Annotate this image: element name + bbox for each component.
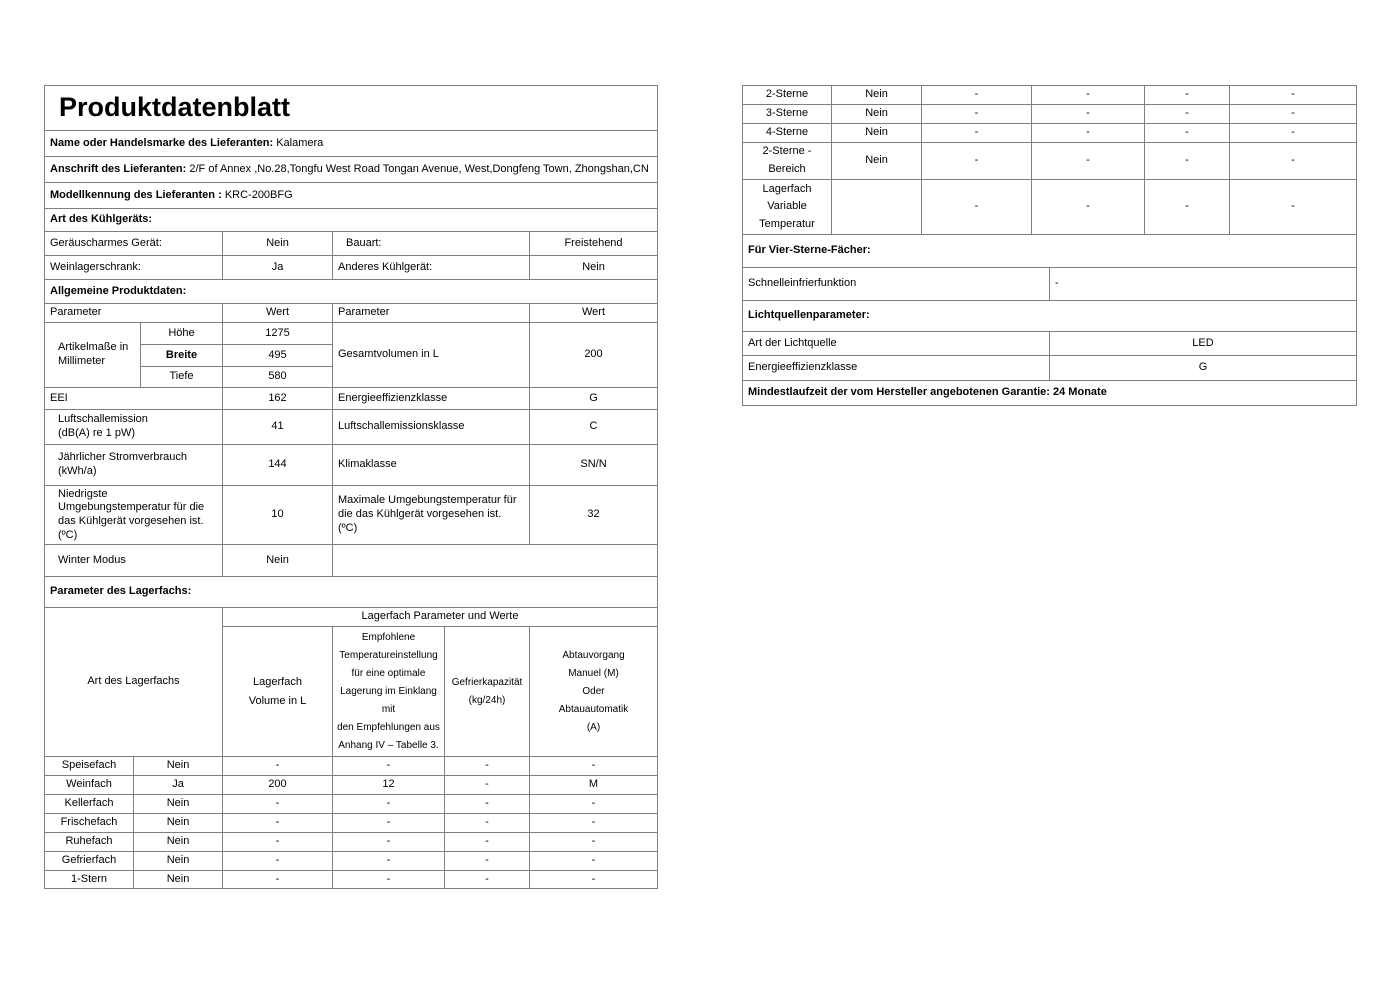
row-defrost: - bbox=[529, 794, 658, 814]
row-volume: - bbox=[921, 123, 1032, 143]
col-temp-line4: Lagerung im Einklang bbox=[340, 685, 437, 697]
row-temp: - bbox=[332, 832, 445, 852]
row-temp: - bbox=[332, 870, 445, 889]
row-freeze: - bbox=[444, 775, 530, 795]
row-volume: - bbox=[222, 851, 333, 871]
row-name: 1-Stern bbox=[44, 870, 134, 889]
noise-class-value: C bbox=[529, 409, 658, 445]
row-name: Speisefach bbox=[44, 756, 134, 776]
row-name: 3-Sterne bbox=[742, 104, 832, 124]
col-volume-header bbox=[222, 626, 333, 757]
row-temp: - bbox=[1031, 123, 1145, 143]
row-freeze: - bbox=[444, 870, 530, 889]
row-name bbox=[742, 142, 832, 180]
value-header-1: Wert bbox=[222, 303, 333, 323]
value-header-2: Wert bbox=[529, 303, 658, 323]
row-temp: - bbox=[332, 794, 445, 814]
param-header-2: Parameter bbox=[332, 303, 530, 323]
row-volume: - bbox=[222, 794, 333, 814]
climate-class-value: SN/N bbox=[529, 444, 658, 486]
supplier-name-label: Name oder Handelsmarke des Lieferanten: bbox=[50, 136, 274, 149]
page-title-text: Produktdatenblatt bbox=[59, 92, 291, 123]
wine-cabinet-label: Weinlagerschrank: bbox=[44, 255, 223, 280]
supplier-address-row bbox=[44, 156, 658, 183]
consumption-value: 144 bbox=[222, 444, 333, 486]
empty-cell bbox=[332, 544, 658, 577]
supplier-address-value: 2/F of Annex ,No.28,Tongfu West Road Tongan Avenue, West,Dongfeng Town, Zhongshan,CN bbox=[189, 162, 649, 175]
col-defrost-line1: Abtauvorgang bbox=[562, 649, 625, 661]
compartment-params-label: Lagerfach Parameter und Werte bbox=[222, 607, 658, 627]
row-volume: - bbox=[921, 179, 1032, 235]
row-freeze: - bbox=[1144, 85, 1230, 105]
consumption-label: Jährlicher Stromverbrauch (kWh/a) bbox=[44, 444, 223, 486]
row-temp: - bbox=[1031, 104, 1145, 124]
row-defrost: - bbox=[529, 870, 658, 889]
col-temp-line2: Temperatureinstellung bbox=[339, 649, 438, 661]
col-defrost-header bbox=[529, 626, 658, 757]
row-defrost: - bbox=[529, 832, 658, 852]
other-appliance-value: Nein bbox=[529, 255, 658, 280]
row-name: Frischefach bbox=[44, 813, 134, 833]
energy-class-value: G bbox=[529, 387, 658, 410]
dimensions-label: Artikelmaße in Millimeter bbox=[44, 322, 141, 388]
total-volume-label: Gesamtvolumen in L bbox=[332, 322, 530, 388]
row-name: Kellerfach bbox=[44, 794, 134, 814]
row-defrost: - bbox=[1229, 123, 1357, 143]
row-name: Weinfach bbox=[44, 775, 134, 795]
row-freeze: - bbox=[444, 813, 530, 833]
four-star-header: Für Vier-Sterne-Fächer: bbox=[742, 234, 1357, 268]
row-freeze: - bbox=[1144, 179, 1230, 235]
row-volume: - bbox=[921, 104, 1032, 124]
low-noise-value: Nein bbox=[222, 231, 333, 256]
col-temp-line3: für eine optimale bbox=[351, 667, 426, 679]
page-title bbox=[44, 85, 658, 131]
row-present: Nein bbox=[133, 870, 223, 889]
col-defrost-line2: Manuel (M) bbox=[568, 667, 619, 679]
general-header: Allgemeine Produktdaten: bbox=[44, 279, 658, 304]
other-appliance-label: Anderes Kühlgerät: bbox=[332, 255, 530, 280]
row-volume: 200 bbox=[222, 775, 333, 795]
low-noise-label: Geräuscharmes Gerät: bbox=[44, 231, 223, 256]
col-defrost-line5: (A) bbox=[586, 721, 601, 733]
row-present: Nein bbox=[831, 104, 922, 124]
row-present: Ja bbox=[133, 775, 223, 795]
supplier-name-row bbox=[44, 130, 658, 157]
col-temp-line6: den Empfehlungen aus bbox=[337, 721, 440, 733]
row-freeze: - bbox=[444, 851, 530, 871]
row-volume: - bbox=[921, 142, 1032, 180]
col-volume-text: Lagerfach Volume in L bbox=[248, 675, 307, 707]
model-id-value: KRC-200BFG bbox=[224, 188, 293, 201]
row-present: Nein bbox=[831, 85, 922, 105]
row-name bbox=[742, 179, 832, 235]
design-value: Freistehend bbox=[529, 231, 658, 256]
row-temp: - bbox=[332, 851, 445, 871]
width-label: Breite bbox=[140, 344, 223, 367]
total-volume-value: 200 bbox=[529, 322, 658, 388]
row-volume: - bbox=[222, 813, 333, 833]
row-name-line1: 2-Sterne - bbox=[762, 145, 812, 158]
supplier-name-value: Kalamera bbox=[276, 136, 324, 149]
max-temp-label: Maximale Umgebungstemperatur für die das Kühlgerät vorgesehen ist. (ºC) bbox=[332, 485, 530, 545]
row-volume: - bbox=[222, 832, 333, 852]
col-defrost-line3: Oder bbox=[582, 685, 605, 697]
height-label: Höhe bbox=[140, 322, 223, 345]
row-temp: 12 bbox=[332, 775, 445, 795]
eei-label: EEI bbox=[44, 387, 223, 410]
col-freeze-text: Gefrierkapazität (kg/24h) bbox=[451, 676, 523, 706]
row-defrost: - bbox=[529, 756, 658, 776]
row-name-line3: Temperatur bbox=[759, 217, 815, 230]
row-freeze: - bbox=[444, 794, 530, 814]
fast-freeze-value: - bbox=[1049, 267, 1357, 301]
design-label: Bauart: bbox=[332, 231, 530, 256]
min-temp-value: 10 bbox=[222, 485, 333, 545]
row-present: Nein bbox=[133, 832, 223, 852]
height-value: 1275 bbox=[222, 322, 333, 345]
light-class-label: Energieeffizienzklasse bbox=[742, 355, 1050, 381]
row-name-line2: Variable bbox=[767, 200, 807, 213]
eei-value: 162 bbox=[222, 387, 333, 410]
fast-freeze-label: Schnelleinfrierfunktion bbox=[742, 267, 1050, 301]
row-present: Nein bbox=[133, 813, 223, 833]
warranty-row: Mindestlaufzeit der vom Hersteller angebotenen Garantie: 24 Monate bbox=[742, 380, 1357, 406]
winter-label: Winter Modus bbox=[44, 544, 223, 577]
light-type-value: LED bbox=[1049, 331, 1357, 356]
row-freeze: - bbox=[444, 832, 530, 852]
min-temp-label: Niedrigste Umgebungstemperatur für die das Kühlgerät vorgesehen ist. (ºC) bbox=[44, 485, 223, 545]
max-temp-value: 32 bbox=[529, 485, 658, 545]
row-temp: - bbox=[1031, 179, 1145, 235]
row-freeze: - bbox=[1144, 104, 1230, 124]
row-defrost: - bbox=[1229, 85, 1357, 105]
col-freeze-header bbox=[444, 626, 530, 757]
wine-cabinet-value: Ja bbox=[222, 255, 333, 280]
col-defrost-line4: Abtauautomatik bbox=[558, 703, 629, 715]
supplier-address-label: Anschrift des Lieferanten: bbox=[50, 162, 187, 175]
row-present: Nein bbox=[831, 142, 922, 180]
row-name-line2: Bereich bbox=[768, 163, 806, 175]
row-volume: - bbox=[222, 756, 333, 776]
row-present: Nein bbox=[133, 851, 223, 871]
compartment-header: Parameter des Lagerfachs: bbox=[44, 576, 658, 608]
row-present bbox=[831, 179, 922, 235]
energy-class-label: Energieeffizienzklasse bbox=[332, 387, 530, 410]
winter-value: Nein bbox=[222, 544, 333, 577]
row-present: Nein bbox=[831, 123, 922, 143]
model-id-label: Modellkennung des Lieferanten : bbox=[50, 188, 222, 201]
param-header-1: Parameter bbox=[44, 303, 223, 323]
depth-label: Tiefe bbox=[140, 366, 223, 388]
row-defrost: - bbox=[1229, 104, 1357, 124]
device-type-header: Art des Kühlgeräts: bbox=[44, 208, 658, 232]
row-defrost: - bbox=[529, 851, 658, 871]
row-name: Gefrierfach bbox=[44, 851, 134, 871]
light-header: Lichtquellenparameter: bbox=[742, 300, 1357, 332]
row-temp: - bbox=[1031, 85, 1145, 105]
row-defrost: M bbox=[529, 775, 658, 795]
col-temp-header bbox=[332, 626, 445, 757]
width-value: 495 bbox=[222, 344, 333, 367]
row-name-line1: Lagerfach bbox=[762, 182, 812, 195]
row-volume: - bbox=[921, 85, 1032, 105]
row-temp: - bbox=[332, 813, 445, 833]
light-class-value: G bbox=[1049, 355, 1357, 381]
noise-class-label: Luftschallemissionsklasse bbox=[332, 409, 530, 445]
row-defrost: - bbox=[1229, 142, 1357, 180]
light-type-label: Art der Lichtquelle bbox=[742, 331, 1050, 356]
row-defrost: - bbox=[529, 813, 658, 833]
row-name: 2-Sterne bbox=[742, 85, 832, 105]
climate-class-label: Klimaklasse bbox=[332, 444, 530, 486]
row-name: Ruhefach bbox=[44, 832, 134, 852]
row-freeze: - bbox=[1144, 123, 1230, 143]
depth-value: 580 bbox=[222, 366, 333, 388]
row-present: Nein bbox=[133, 794, 223, 814]
noise-value: 41 bbox=[222, 409, 333, 445]
col-temp-line1: Empfohlene bbox=[361, 631, 416, 643]
row-name: 4-Sterne bbox=[742, 123, 832, 143]
row-freeze: - bbox=[444, 756, 530, 776]
row-temp: - bbox=[332, 756, 445, 776]
noise-label: Luftschallemission (dB(A) re 1 pW) bbox=[44, 409, 223, 445]
row-volume: - bbox=[222, 870, 333, 889]
col-temp-line7: Anhang IV – Tabelle 3. bbox=[338, 739, 439, 751]
compartment-type-label: Art des Lagerfachs bbox=[44, 607, 223, 757]
model-id-row bbox=[44, 182, 658, 209]
row-present: Nein bbox=[133, 756, 223, 776]
row-temp: - bbox=[1031, 142, 1145, 180]
col-temp-line5: mit bbox=[381, 703, 396, 715]
row-defrost: - bbox=[1229, 179, 1357, 235]
row-freeze: - bbox=[1144, 142, 1230, 180]
